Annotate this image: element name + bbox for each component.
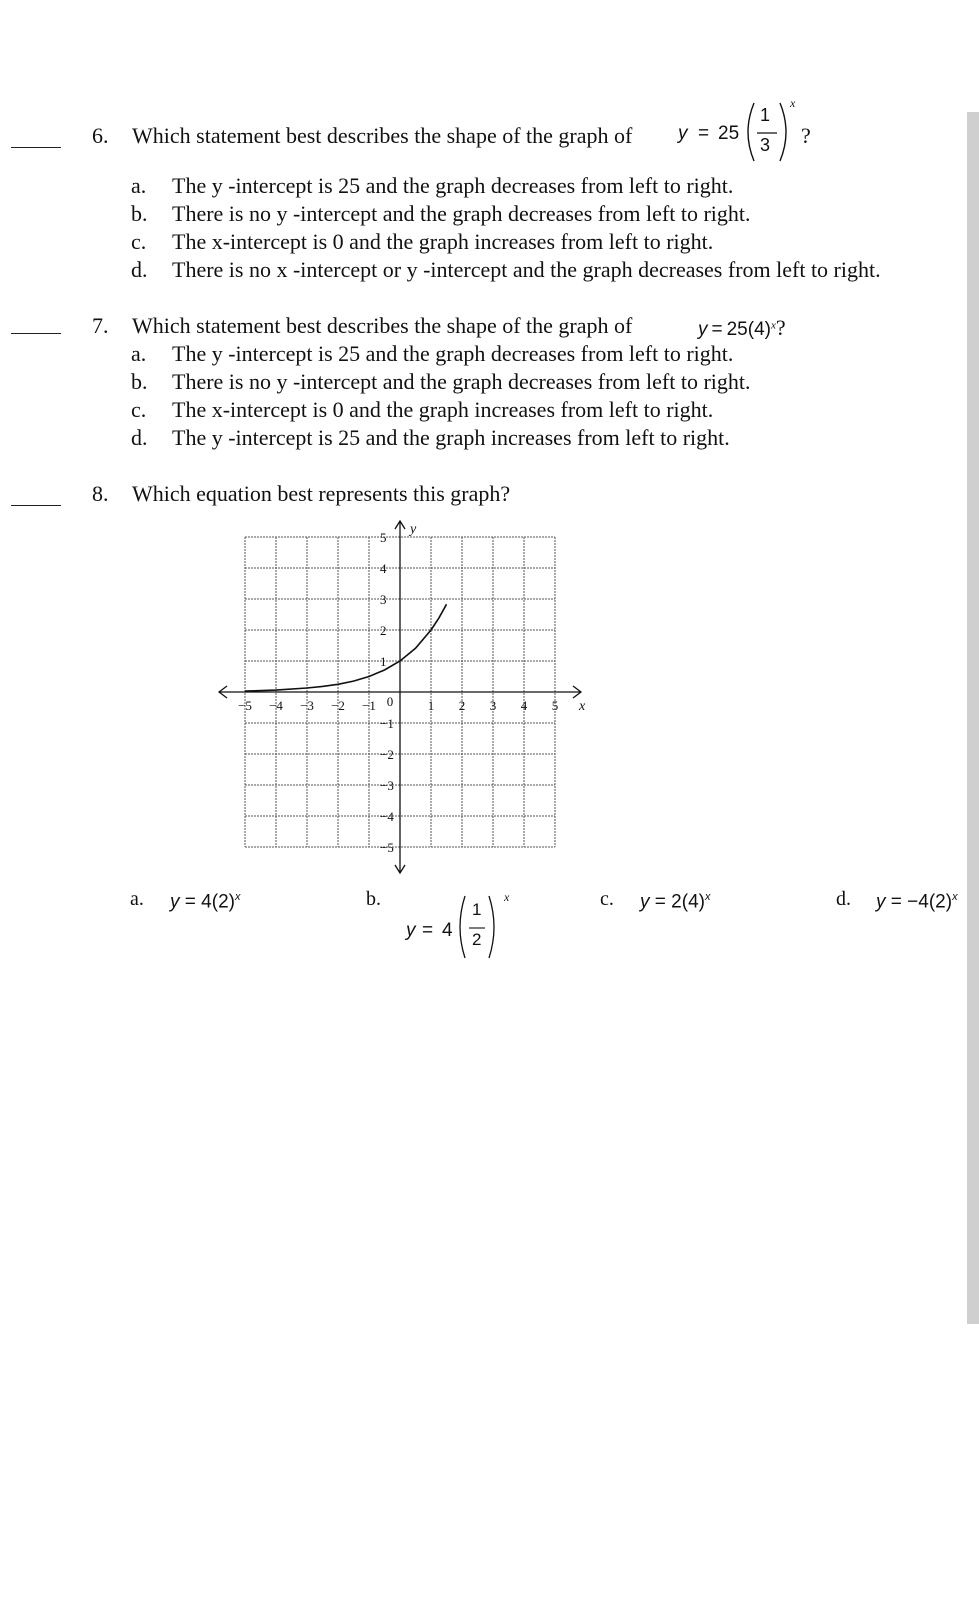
curve-line [245, 604, 447, 691]
question-stem: Which statement best describes the shape of the graph of [132, 313, 633, 338]
question-mark: ? [801, 123, 811, 148]
equation-q6: y = 25 1 3 x [678, 97, 818, 167]
y-tick-label: 1 [380, 654, 387, 669]
x-tick-label: −4 [269, 698, 283, 713]
equation-q7: $y = 25(4)^x$? [698, 315, 786, 340]
x-tick-label: 3 [489, 698, 497, 713]
question-number: 6. [92, 123, 109, 148]
option-6d[interactable]: d. There is no x -intercept or y -intercept and the graph decreases from left to right. [131, 257, 881, 282]
answer-8b[interactable]: b. y = 4 1 2 x [366, 888, 546, 962]
y-tick-label: −5 [380, 840, 394, 855]
option-6c[interactable]: c. The x-intercept is 0 and the graph increases from left to right. [131, 229, 714, 254]
option-6a[interactable]: a. The y -intercept is 25 and the graph decreases from left to right. [131, 173, 734, 198]
option-7b[interactable]: b. There is no y -intercept and the graph decreases from left to right. [131, 369, 751, 394]
y-tick-label: −3 [380, 778, 394, 793]
x-tick-label: 2 [458, 698, 466, 713]
y-tick-label: 4 [380, 561, 387, 576]
y-tick-label: 2 [380, 623, 387, 638]
x-tick-label: −2 [331, 698, 345, 713]
origin-label: 0 [386, 694, 394, 709]
question-stem: Which equation best represents this graph? [132, 481, 511, 506]
x-tick-label: 5 [551, 698, 559, 713]
x-tick-label: 4 [520, 698, 528, 713]
question-stem: Which statement best describes the shape of the graph of [132, 123, 633, 148]
y-axis-label: y [410, 522, 417, 537]
x-tick-label: −1 [362, 698, 376, 713]
option-7c[interactable]: c. The x-intercept is 0 and the graph increases from left to right. [131, 397, 714, 422]
x-tick-label: −3 [300, 698, 314, 713]
answer-8d[interactable]: d. $y = -4(2)^x$ [836, 888, 958, 913]
y-tick-label: −1 [380, 716, 394, 731]
option-7d[interactable]: d. The y -intercept is 25 and the graph increases from left to right. [131, 425, 730, 450]
x-tick-label: 1 [427, 698, 435, 713]
y-tick-label: 5 [380, 530, 387, 545]
answer-8a[interactable]: a. $y = 4(2)^x$ [130, 888, 241, 913]
answer-8c[interactable]: c. $y = 2(4)^x$ [600, 888, 711, 913]
y-tick-label: −2 [380, 747, 394, 762]
x-tick-label: −5 [238, 698, 252, 713]
y-tick-label: 3 [380, 592, 387, 607]
x-axis-label: x [579, 699, 586, 714]
question-number: 8. [92, 481, 109, 506]
question-number: 7. [92, 313, 109, 338]
y-tick-label: −4 [380, 809, 394, 824]
option-7a[interactable]: a. The y -intercept is 25 and the graph decreases from left to right. [131, 341, 734, 366]
option-6b[interactable]: b. There is no y -intercept and the graph decreases from left to right. [131, 201, 751, 226]
